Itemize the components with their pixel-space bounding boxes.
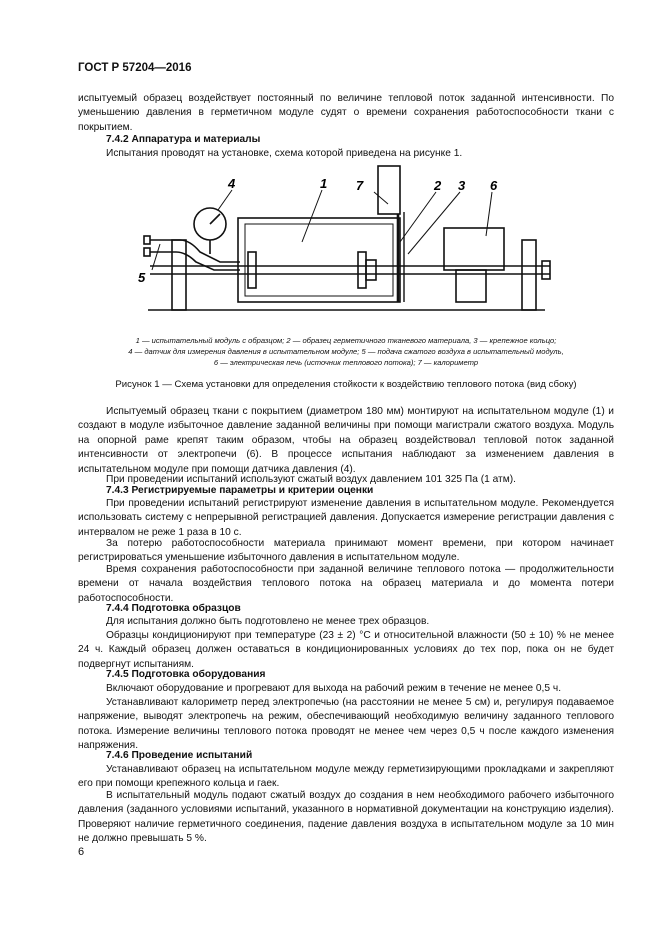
flange-left [248,252,256,288]
figure-legend-line-3: 6 — электрическая печь (источник теплового потока); 7 — калориметр [213,358,479,367]
intro-paragraph: испытуемый образец воздействует постоянный по величине тепловой поток заданной интенсивности. По уменьшению давления в герметичном модуле судят о времени сохранения работоспособности ткани с покрытием. [78,93,614,133]
document-code: ГОСТ Р 57204—2016 [78,62,192,74]
paragraph-742-2: При проведении испытаний используют сжатый воздух давлением 101 325 Па (1 атм). [106,474,516,485]
figure-label-7: 7 [356,178,364,193]
figure-label-2: 2 [434,178,442,193]
page-number: 6 [78,846,85,858]
electric-furnace [444,228,504,270]
figure-label-4: 4 [228,176,236,191]
section-744-title: 7.4.4 Подготовка образцов [106,603,241,614]
section-745-title: 7.4.5 Подготовка оборудования [106,669,266,680]
figure-legend-line-2: 4 — датчик для измерения давления в испытательном модуле; 5 — подача сжатого воздуха в испытательный модуль, [128,347,564,356]
section-742-title: 7.4.2 Аппаратура и материалы [106,134,261,145]
figure-label-6: 6 [490,178,498,193]
figure-legend-line-1: 1 — испытательный модуль с образцом; 2 — образец герметичного тканевого материала, 3 — крепежное кольцо; [135,336,557,345]
paragraph-744-1: Для испытания должно быть подготовлено не менее трех образцов. [106,616,430,627]
paragraph-746-1: Устанавливают образец на испытательном модуле между герметизирующими прокладками и закрепляют его при помощи крепежного кольца и гаек. [78,764,614,790]
figure-1-diagram [130,162,570,322]
air-supply-pipe [150,240,240,262]
paragraph-743-2: За потерю работоспособности материала принимают момент времени, при котором начинает регистрироваться уменьшение избыточного давления в испытательном модуле. [78,538,614,564]
paragraph-744-2: Образцы кондиционируют при температуре (23 ± 2) °С и относительной влажности (50 ± 10) % не менее 24 ч. Каждый образец должен оставаться в кондиционированных условиях до тех пор, пока он не будет подвергнут испытаниям. [78,630,614,670]
paragraph-745-1: Включают оборудование и прогревают для выхода на рабочий режим в течение не менее 0,5 ч. [106,683,562,694]
figure-caption: Рисунок 1 — Схема установки для определения стойкости к воздействию теплового потока (вид сбоку) [115,379,577,390]
paragraph-742-1: Испытуемый образец ткани с покрытием (диаметром 180 мм) монтируют на испытательном модуле (1) и создают в модуле избыточное давление заданной величины при помощи магистрали сжатого воздуха. Модуль на опорной раме крепят таким образом, чтобы на образец воздействовал тепловой поток заданной интенсивности от электропечи (6). В процессе испытания наблюдают за изменением давления в испытательном модуле при помощи датчика давления (4). [78,406,614,475]
paragraph-743-1: При проведении испытаний регистрируют изменение давления в испытательном модуле. Рекомендуется использовать систему с непрерывной регистрацией давления. Допускается измерение регистрации давления с интервалом не реже 1 раза в 10 с. [78,498,614,538]
flange-right [358,252,366,288]
calorimeter [378,166,400,214]
figure-label-1: 1 [320,176,328,191]
paragraph-746-2: В испытательный модуль подают сжатый воздух до создания в нем необходимого рабочего избыточного давления (заданного условиями испытаний, указанного в нормативной документации на конструкцию изделия). Проверяют наличие герметичного соединения, падение давления воздуха в испытательном модуле за 10 мин не должно превышать 5 %. [78,790,614,845]
section-746-title: 7.4.6 Проведение испытаний [106,750,253,761]
figure-label-3: 3 [458,178,466,193]
right-post [522,240,536,310]
section-743-title: 7.4.3 Регистрируемые параметры и критерии оценки [106,485,374,496]
paragraph-745-2: Устанавливают калориметр перед электропечью (на расстоянии не менее 5 см) и, регулируя подаваемое напряжение, выводят электропечь на режим, обеспечивающий необходимую величину заданного теплового потока. Измерение величины теплового потока проводят не менее чем через 0,5 ч после каждого изменения напряжения. [78,697,614,752]
section-742-intro: Испытания проводят на установке, схема которой приведена на рисунке 1. [106,148,463,159]
left-post [172,240,186,310]
figure-label-5: 5 [138,270,146,285]
paragraph-743-3: Время сохранения работоспособности при заданной величине теплового потока — продолжительности времени от начала воздействия теплового потока на образец материала и до момента потери работоспособности. [78,564,614,604]
